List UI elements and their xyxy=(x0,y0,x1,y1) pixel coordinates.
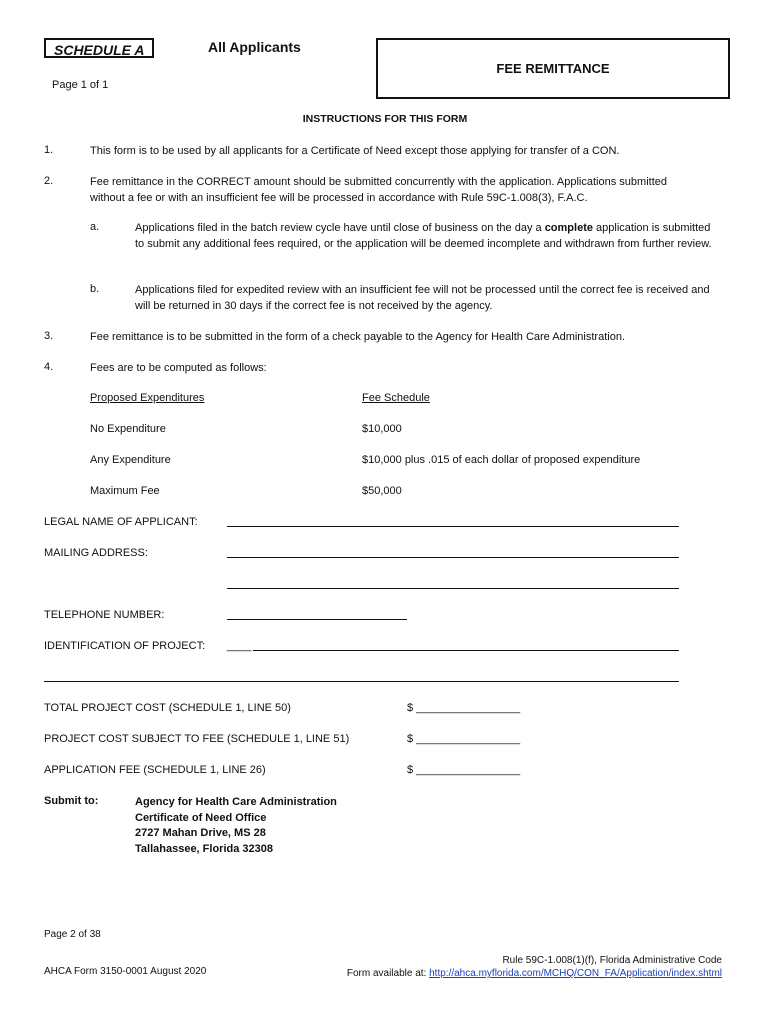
fee-table-cell: $10,000 xyxy=(362,423,402,435)
project-id-prefix: ____ xyxy=(227,640,252,652)
item-text: Fees are to be computed as follows: xyxy=(90,362,267,374)
item-number: 2. xyxy=(44,175,54,187)
project-id-field-2[interactable] xyxy=(44,681,679,682)
fee-table-cell: Any Expenditure xyxy=(90,454,171,466)
application-fee-field[interactable]: $ _________________ xyxy=(407,764,521,776)
page-indicator: Page 1 of 1 xyxy=(52,79,109,91)
fee-table-cell: No Expenditure xyxy=(90,423,166,435)
fee-table-header: Proposed Expenditures xyxy=(90,392,205,404)
item-number: 4. xyxy=(44,361,54,373)
project-id-label: IDENTIFICATION OF PROJECT: xyxy=(44,640,206,652)
submit-label: Submit to: xyxy=(44,795,99,807)
footer-page: Page 2 of 38 xyxy=(44,929,101,940)
fee-table-cell: Maximum Fee xyxy=(90,485,160,497)
subject-cost-label: PROJECT COST SUBJECT TO FEE (SCHEDULE 1, LINE 51) xyxy=(44,733,350,745)
telephone-field[interactable] xyxy=(227,619,407,620)
fee-table-cell: $50,000 xyxy=(362,485,402,497)
mailing-address-label: MAILING ADDRESS: xyxy=(44,547,148,559)
legal-name-label: LEGAL NAME OF APPLICANT: xyxy=(44,516,198,528)
footer-form-id: AHCA Form 3150-0001 August 2020 xyxy=(44,966,207,977)
subitem-letter: b. xyxy=(90,283,100,295)
fee-remittance-box xyxy=(376,38,730,99)
subitem-text: Applications filed in the batch review cycle have until close of business on the day a complete application is submitted to submit any additional fees required, or the application will be deemed incomplete and withdrawn from further review. xyxy=(135,222,712,250)
fee-remittance-title: FEE REMITTANCE xyxy=(496,61,610,76)
item-text: Fee remittance in the CORRECT amount should be submitted concurrently with the application. Applications submitted without a fee or with an insufficient fee will be processed in accordance with Rule 59C-1.008(3), F.A.C. xyxy=(90,176,667,204)
telephone-label: TELEPHONE NUMBER: xyxy=(44,609,165,621)
fee-table-header: Fee Schedule xyxy=(362,392,430,404)
applicants-heading: All Applicants xyxy=(208,39,301,55)
project-id-field[interactable] xyxy=(253,650,679,651)
total-cost-label: TOTAL PROJECT COST (SCHEDULE 1, LINE 50) xyxy=(44,702,291,714)
item-text: Fee remittance is to be submitted in the form of a check payable to the Agency for Health Care Administration. xyxy=(90,331,625,343)
subitem-letter: a. xyxy=(90,221,100,233)
legal-name-field[interactable] xyxy=(227,526,679,527)
instructions-title: INSTRUCTIONS FOR THIS FORM xyxy=(302,113,468,125)
submit-address: Agency for Health Care Administration Certificate of Need Office 2727 Mahan Drive, MS 28 Tallahassee, Florida 32308 xyxy=(135,796,337,855)
total-cost-field[interactable]: $ _________________ xyxy=(407,702,521,714)
footer-rule: Rule 59C-1.008(1)(f), Florida Administrative Code Form available at: http://ahca.myflorida.com/MCHQ/CON_FA/Application/index.shtml xyxy=(346,955,722,979)
subject-cost-field[interactable]: $ _________________ xyxy=(407,733,521,745)
form-url-link[interactable]: http://ahca.myflorida.com/MCHQ/CON_FA/Application/index.shtml xyxy=(429,968,722,979)
schedule-label: SCHEDULE A xyxy=(44,38,154,58)
application-fee-label: APPLICATION FEE (SCHEDULE 1, LINE 26) xyxy=(44,764,266,776)
mailing-address-field-2[interactable] xyxy=(227,588,679,589)
item-number: 1. xyxy=(44,144,54,156)
item-number: 3. xyxy=(44,330,54,342)
fee-table-cell: $10,000 plus .015 of each dollar of proposed expenditure xyxy=(362,454,641,466)
subitem-text: Applications filed for expedited review with an insufficient fee will not be processed until the correct fee is received and will be returned in 30 days if the correct fee is not received by the agency. xyxy=(135,284,710,312)
item-text: This form is to be used by all applicants for a Certificate of Need except those applying for transfer of a CON. xyxy=(90,145,620,157)
mailing-address-field[interactable] xyxy=(227,557,679,558)
